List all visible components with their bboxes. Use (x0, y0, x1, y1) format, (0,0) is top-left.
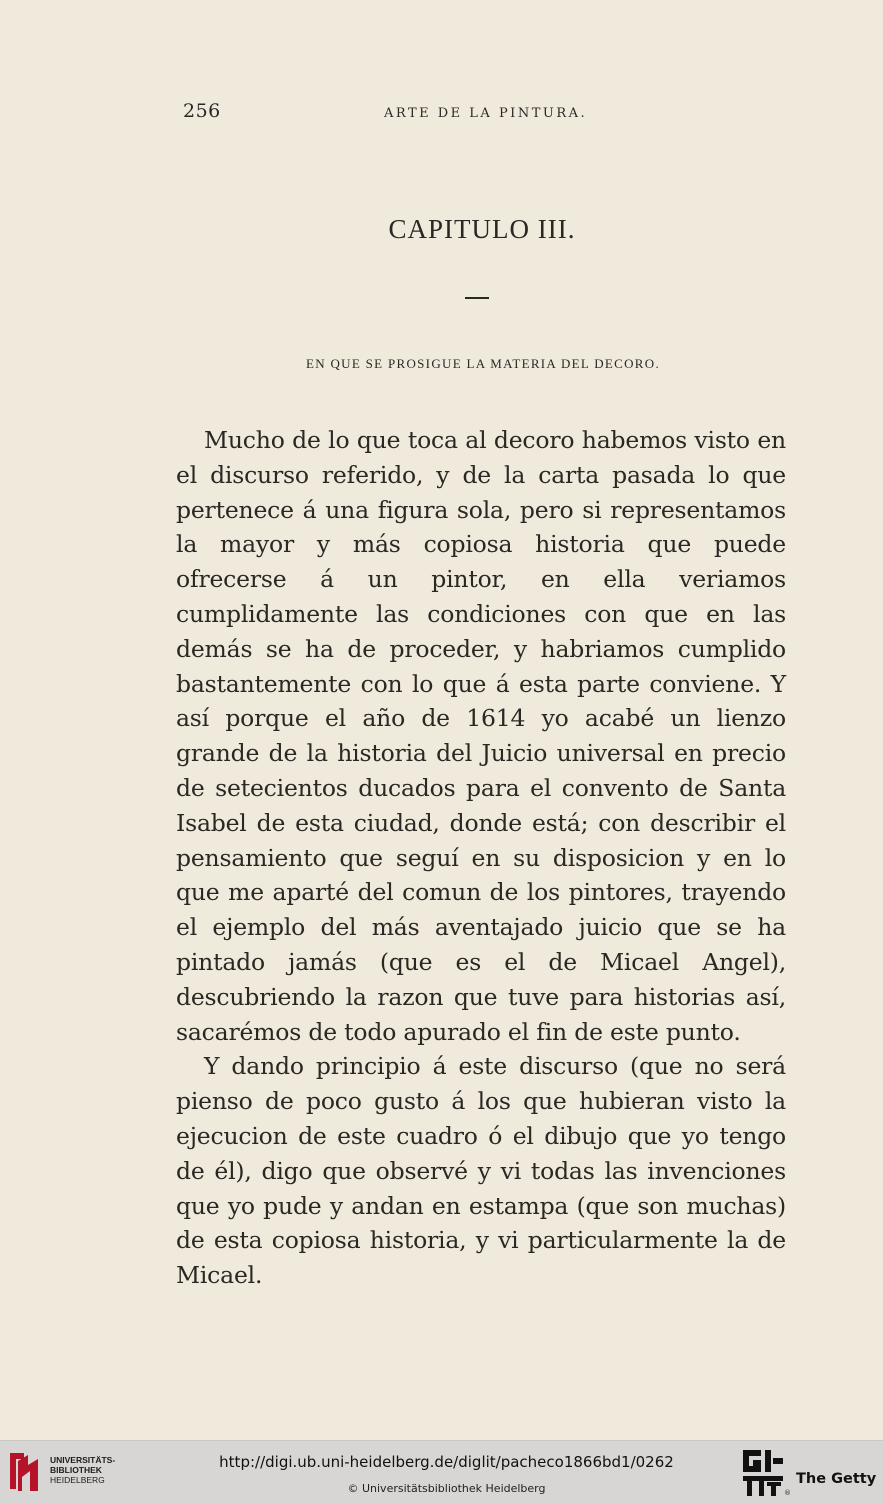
footer-bar (0, 1440, 883, 1504)
chapter-title: CAPITULO III. (388, 214, 576, 244)
paragraph-2: Y dando principio á este discurso (que no será pienso de poco gusto á los que hubieran visto la ejecucion de este cuadro ó el dibujo que yo tengo de él), digo que observé y vi todas las invenciones que yo pude y andan en estampa (que son muchas) de esta copiosa historia, y vi particularmente la de Micael. (176, 1052, 786, 1290)
sponsor-name: The Getty (796, 1471, 877, 1487)
library-name-line-3: HEIDELBERG (50, 1475, 105, 1485)
page-number: 256 (183, 100, 221, 122)
library-name-line-1: UNIVERSITÄTS- (50, 1455, 116, 1465)
library-name-line-2: BIBLIOTHEK (50, 1465, 102, 1475)
permalink-url[interactable]: http://digi.ub.uni-heidelberg.de/diglit/pacheco1866bd1/0262 (219, 1453, 674, 1471)
chapter-subtitle: EN QUE SE PROSIGUE LA MATERIA DEL DECORO. (306, 356, 660, 371)
copyright-notice: © Universitätsbibliothek Heidelberg (347, 1482, 546, 1495)
running-head (0, 100, 883, 130)
paragraph-1: Mucho de lo que toca al decoro habemos visto en el discurso referido, y de la carta pasada lo que pertenece á una figura sola, pero si representamos la mayor y más copiosa historia que puede ofrecerse á un pintor, en ella veriamos cumplidamente las condiciones con que en las demás se ha de proceder, y habriamos cumplido bastantemente con lo que á esta parte conviene. Y así porque el año de 1614 yo acabé un lienzo grande de la historia del Juicio universal en precio de setecientos ducados para el convento de Santa Isabel de esta ciudad, donde está; con describir el pensamiento que seguí en su disposicion y en lo que me aparté del comun de los pintores, trayendo el ejemplo del más aventajado juicio que se ha pintado jamás (que es el de Micael Angel), descubriendo la razon que tuve para historias así, sacarémos de todo apurado el fin de este punto. (176, 426, 786, 1046)
registered-mark: ® (784, 1489, 791, 1497)
getty-logo-icon (743, 1450, 783, 1496)
body-text (176, 423, 786, 1293)
running-title: ARTE DE LA PINTURA. (384, 106, 588, 121)
title-rule (465, 297, 489, 299)
